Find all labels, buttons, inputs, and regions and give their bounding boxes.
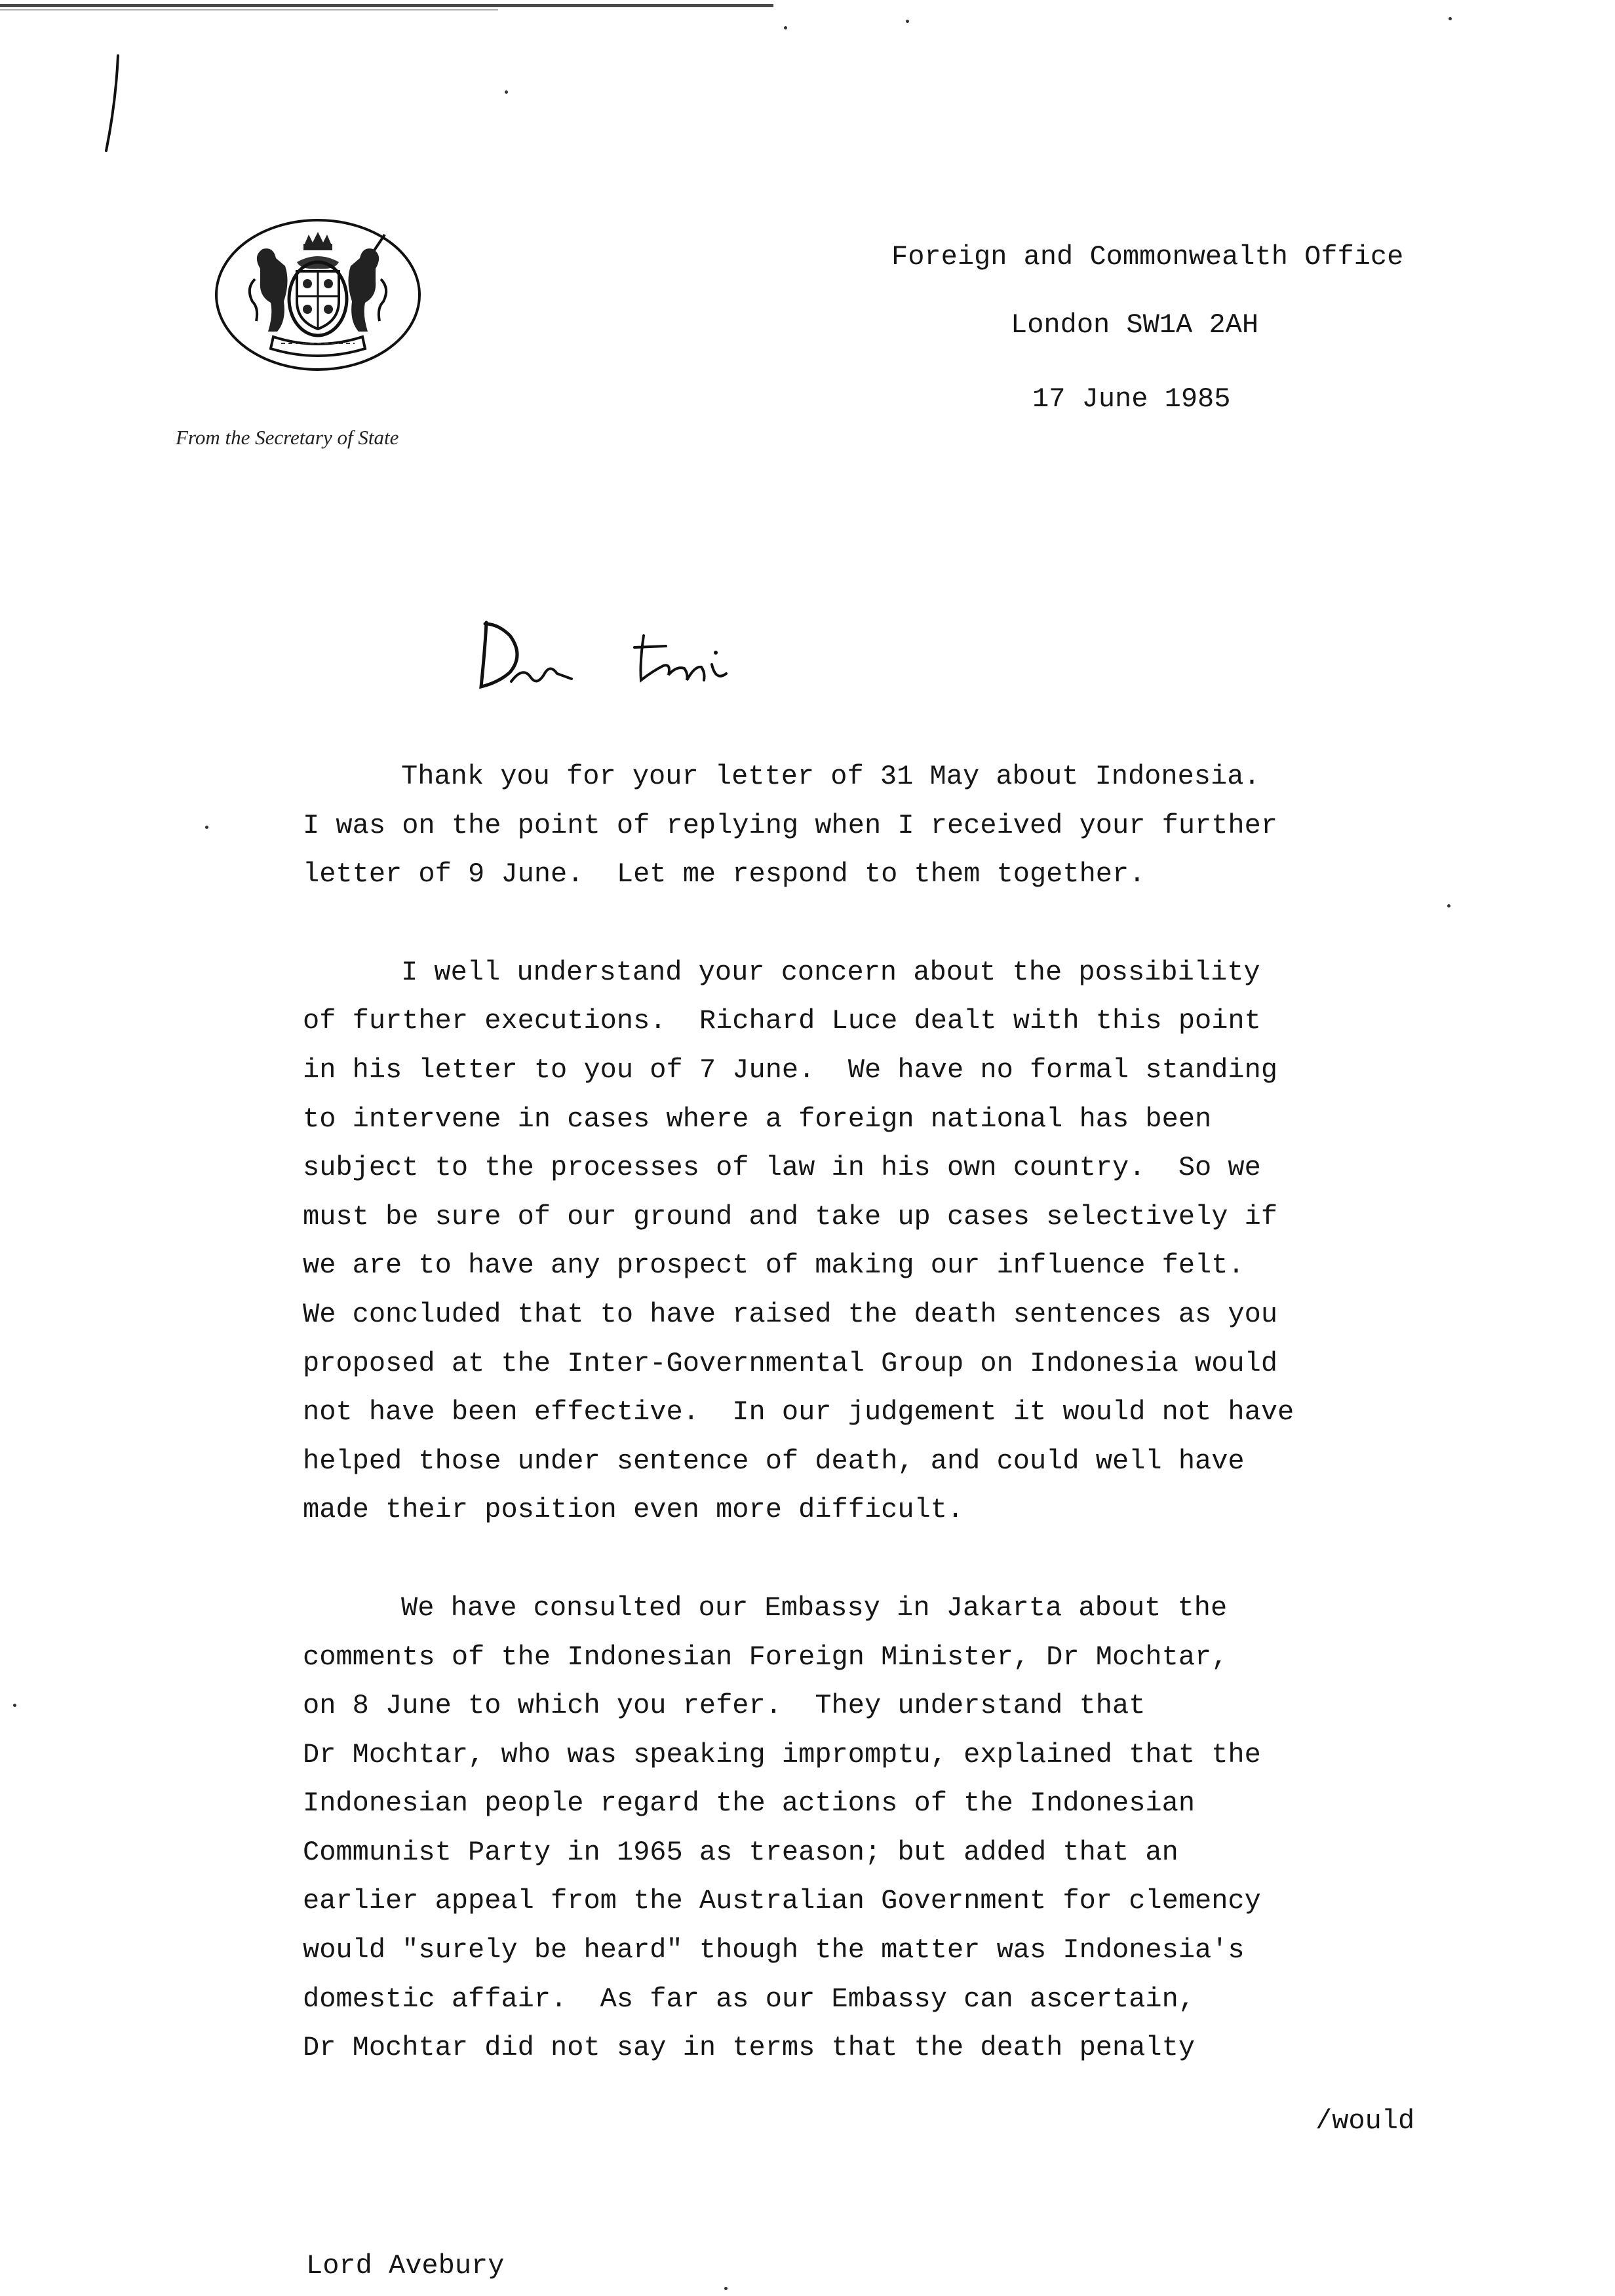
addressee-name: Lord Avebury xyxy=(306,2250,505,2282)
paragraph-2 xyxy=(303,948,1522,1535)
paragraph-1 xyxy=(303,752,1522,899)
scan-speck xyxy=(205,826,208,829)
body-line: on 8 June to which you refer. They understand that xyxy=(303,1690,1146,1722)
sender-address xyxy=(891,223,1403,359)
body-line: subject to the processes of law in his own country. So we xyxy=(303,1152,1261,1184)
body-line: would "surely be heard" though the matter was Indonesia's xyxy=(303,1934,1245,1966)
letter-body xyxy=(303,752,1522,2073)
body-line: proposed at the Inter-Governmental Group on Indonesia would xyxy=(303,1347,1278,1379)
body-line: made their position even more difficult. xyxy=(303,1494,964,1526)
address-line-postcode: London SW1A 2AH xyxy=(1011,309,1259,341)
royal-coat-of-arms-icon xyxy=(213,216,423,373)
body-line: I well understand your concern about the possibility xyxy=(401,956,1260,988)
body-line: not have been effective. In our judgement it would not have xyxy=(303,1396,1294,1428)
address-line-office: Foreign and Commonwealth Office xyxy=(891,241,1404,273)
scan-artifact-line xyxy=(0,4,773,7)
body-line: helped those under sentence of death, and could well have xyxy=(303,1445,1245,1477)
scan-speck xyxy=(784,26,787,29)
scan-speck xyxy=(505,90,508,94)
scan-speck xyxy=(906,20,909,23)
body-line: Dr Mochtar did not say in terms that the death penalty xyxy=(303,2032,1196,2064)
body-line: Thank you for your letter of 31 May about Indonesia. xyxy=(401,761,1260,792)
body-line: We have consulted our Embassy in Jakarta about the xyxy=(401,1592,1228,1624)
scan-speck xyxy=(1447,904,1450,908)
body-line: to intervene in cases where a foreign national has been xyxy=(303,1103,1212,1135)
body-line: must be sure of our ground and take up cases selectively if xyxy=(303,1200,1278,1233)
body-line: We concluded that to have raised the death sentences as you xyxy=(303,1298,1278,1330)
handwritten-margin-mark-icon xyxy=(98,52,125,157)
body-line: of further executions. Richard Luce dealt with this point xyxy=(303,1005,1261,1037)
body-line: we are to have any prospect of making our influence felt. xyxy=(303,1250,1245,1282)
body-line: Dr Mochtar, who was speaking impromptu, explained that the xyxy=(303,1738,1261,1770)
scan-artifact-line xyxy=(0,9,498,10)
body-line: Indonesian people regard the actions of the Indonesian xyxy=(303,1788,1196,1820)
scan-speck xyxy=(724,2287,728,2290)
scan-speck xyxy=(13,1704,16,1707)
handwritten-salutation-icon xyxy=(472,609,773,701)
letter-date: 17 June 1985 xyxy=(1032,383,1231,415)
body-line: Communist Party in 1965 as treason; but added that an xyxy=(303,1836,1178,1868)
body-line: earlier appeal from the Australian Government for clemency xyxy=(303,1885,1261,1917)
paragraph-3 xyxy=(303,1584,1522,2073)
body-line: in his letter to you of 7 June. We have no formal standing xyxy=(303,1054,1278,1086)
body-line: I was on the point of replying when I received your further xyxy=(303,809,1278,841)
body-line: comments of the Indonesian Foreign Minister, Dr Mochtar, xyxy=(303,1641,1228,1673)
catchword: /would xyxy=(1315,2105,1415,2137)
scan-speck xyxy=(1449,17,1452,20)
from-secretary-of-state-label: From the Secretary of State xyxy=(176,426,399,449)
body-line: domestic affair. As far as our Embassy can ascertain, xyxy=(303,1983,1196,2015)
body-line: letter of 9 June. Let me respond to them together. xyxy=(303,858,1146,890)
